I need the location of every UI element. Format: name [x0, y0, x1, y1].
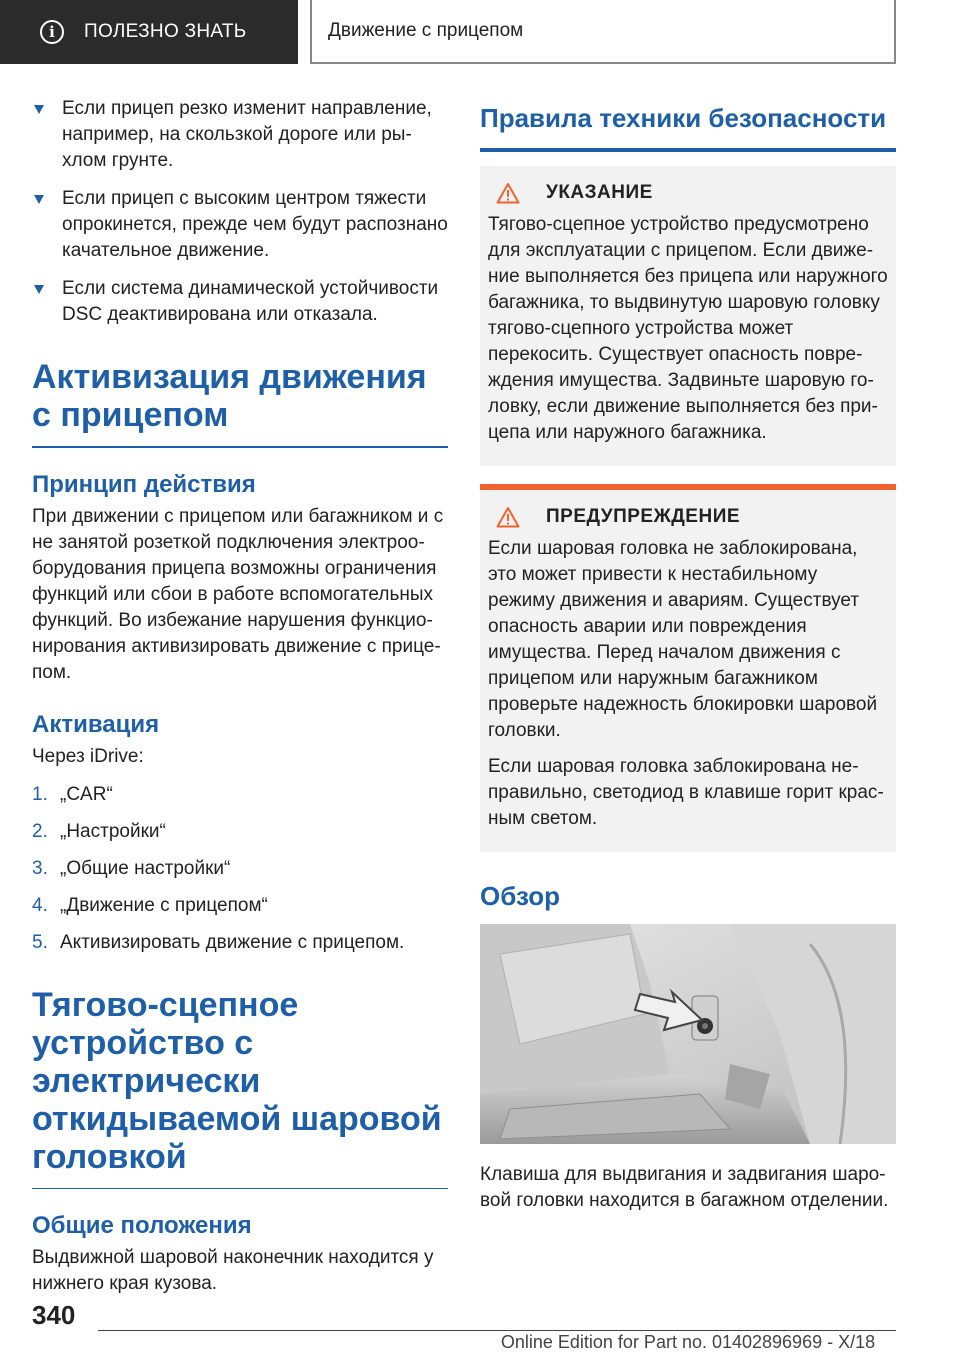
triangle-bullet-icon — [34, 105, 44, 114]
general-text: Выдвижной шаровой наконечник находится у нижнего края кузова. — [32, 1247, 434, 1294]
warning-triangle-icon — [496, 182, 520, 204]
heading-rule — [480, 148, 896, 152]
warning-header — [488, 506, 888, 528]
step-item: 5. Активизировать движение с прицепом. — [32, 931, 405, 953]
heading-general: Общие положения — [32, 1212, 252, 1239]
chapter-title: Движение с прицепом — [310, 0, 896, 64]
heading-principle: Принцип действия — [32, 470, 256, 498]
step-item: 1. „CAR“ — [32, 783, 113, 805]
via-idrive-text: Через iDrive: — [32, 745, 144, 767]
trunk-photo — [480, 924, 896, 1144]
list-item: Если прицеп с высоким центром тяжести опрокинется, прежде чем будут распознано качательное движение. — [32, 186, 448, 264]
warning-triangle-icon — [496, 506, 520, 528]
heading-rule — [32, 1188, 448, 1190]
triangle-bullet-icon — [34, 195, 44, 204]
heading-hitch: Тягово-сцепное устройство с электрически откидываемой шаровой головкой — [32, 985, 442, 1176]
heading-overview: Обзор — [480, 881, 560, 911]
section-label: ПОЛЕЗНО ЗНАТЬ — [84, 21, 247, 42]
heading-rule — [32, 446, 448, 448]
left-column — [32, 96, 448, 1297]
principle-text: При движении с прицепом или багажником и с не занятой розеткой подключения электрооборудования прицепа возможны ограничения функций или сбои в работе вспомогательных функций. Во избежание нарушения функционирования активизировать движение с прицепом. — [32, 505, 444, 683]
info-icon: i — [40, 20, 64, 44]
note-title: УКАЗАНИЕ — [546, 182, 653, 203]
triangle-bullet-icon — [34, 285, 44, 294]
footer-edition: Online Edition for Part no. 01402896969 - X/18 — [500, 1332, 876, 1352]
section-tab — [0, 0, 298, 64]
condition-list — [32, 96, 448, 328]
note-header — [488, 182, 888, 204]
heading-activation-trailer: Активизация движения с прицепом — [32, 358, 427, 434]
step-item: 2. „Настройки“ — [32, 820, 166, 842]
footer-rule — [98, 1330, 896, 1331]
warning-title: ПРЕДУПРЕЖДЕНИЕ — [546, 506, 741, 527]
list-item: Если система динамической устойчивости DSC деактивирована или отказала. — [32, 276, 448, 328]
warning-box — [480, 484, 896, 852]
page-number: 340 — [32, 1300, 76, 1330]
step-item: 3. „Общие настройки“ — [32, 857, 231, 879]
warning-text-led: Если шаровая головка заблокирована неправильно, светодиод в клавише горит красным светом. — [488, 756, 884, 829]
photo-caption: Клавиша для выдвигания и задвигания шаровой головки находится в багажном отделении. — [480, 1164, 889, 1211]
steps-list — [32, 782, 448, 956]
warning-text: Если шаровая головка не заблокирована, это может привести к нестабильному режиму движения и авариям. Существует опасность аварии или повреждения имущества. Перед началом движения с прицепом или наружным багажником проверьте надежность блокировки шаровой головки. — [488, 538, 878, 741]
step-item: 4. „Движение с прицепом“ — [32, 894, 268, 916]
list-item: Если прицеп резко изменит направление, например, на скользкой дороге или рыхлом грунте. — [32, 96, 448, 174]
heading-activation: Активация — [32, 710, 160, 738]
heading-safety-rules: Правила техники безопасности — [480, 103, 887, 133]
right-column — [480, 96, 896, 1214]
note-text: Тягово-сцепное устройство предусмотрено для эксплуатации с прицепом. Если движение выполняется без прицепа или наружного багажника, то выдвинутую шаровую головку тягово-сцепного устройства может перекосить. Существует опасность повреждения имущества. Задвиньте шаровую головку, если движение выполняется без прицепа или наружного багажника. — [488, 214, 888, 443]
note-box — [480, 166, 896, 466]
